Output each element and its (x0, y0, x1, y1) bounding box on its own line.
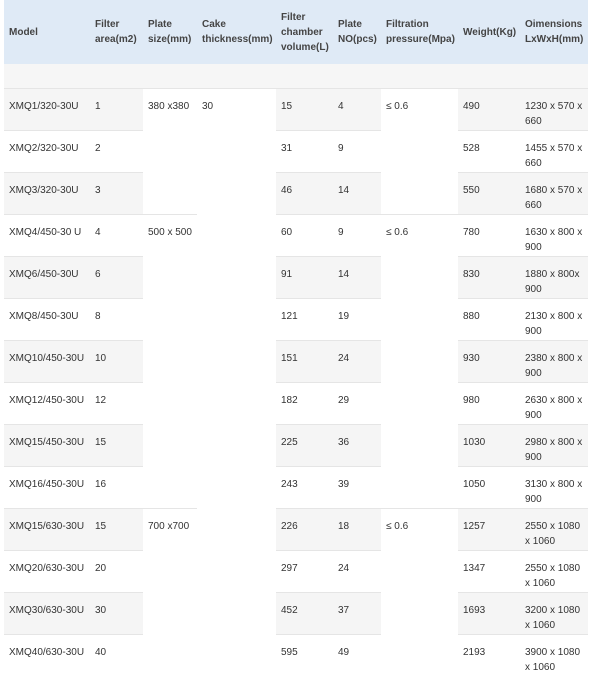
weight-cell: 490 (458, 89, 520, 131)
chamber-volume-cell: 225 (276, 425, 333, 467)
specifications-table (4, 0, 588, 676)
model-cell: XMQ40/630-30U (4, 635, 90, 677)
filter-area-cell: 30 (90, 593, 143, 635)
plate-size-cell: 380 x380 (143, 89, 197, 215)
filtration-pressure-cell: ≤ 0.6 (381, 509, 458, 677)
dimensions-cell: 2130 x 800 x 900 (520, 299, 588, 341)
plate-count-cell: 9 (333, 131, 381, 173)
header-chamber-volume: Filter chamber volume(L) (276, 0, 333, 64)
filter-area-cell: 20 (90, 551, 143, 593)
plate-count-cell: 14 (333, 173, 381, 215)
filter-area-cell: 12 (90, 383, 143, 425)
filter-area-cell: 6 (90, 257, 143, 299)
table-row (4, 215, 588, 257)
table-row (4, 131, 588, 173)
dimensions-cell: 1630 x 800 x 900 (520, 215, 588, 257)
plate-count-cell: 4 (333, 89, 381, 131)
filter-area-cell: 2 (90, 131, 143, 173)
filter-area-cell: 4 (90, 215, 143, 257)
model-cell: XMQ2/320-30U (4, 131, 90, 173)
model-cell: XMQ30/630-30U (4, 593, 90, 635)
header-plate-size: Plate size(mm) (143, 0, 197, 64)
chamber-volume-cell: 15 (276, 89, 333, 131)
dimensions-cell: 1680 x 570 x 660 (520, 173, 588, 215)
chamber-volume-cell: 452 (276, 593, 333, 635)
filtration-pressure-cell: ≤ 0.6 (381, 215, 458, 509)
plate-size-cell: 700 x700 (143, 509, 197, 677)
weight-cell: 980 (458, 383, 520, 425)
plate-count-cell: 9 (333, 215, 381, 257)
dimensions-cell: 2630 x 800 x 900 (520, 383, 588, 425)
cake-thickness-cell: 30 (197, 89, 276, 677)
table-row (4, 299, 588, 341)
model-cell: XMQ12/450-30U (4, 383, 90, 425)
filter-area-cell: 8 (90, 299, 143, 341)
model-cell: XMQ15/450-30U (4, 425, 90, 467)
weight-cell: 528 (458, 131, 520, 173)
chamber-volume-cell: 60 (276, 215, 333, 257)
table-row (4, 257, 588, 299)
weight-cell: 1030 (458, 425, 520, 467)
header-model: Model (4, 0, 90, 64)
weight-cell: 930 (458, 341, 520, 383)
chamber-volume-cell: 595 (276, 635, 333, 677)
model-cell: XMQ6/450-30U (4, 257, 90, 299)
dimensions-cell: 3200 x 1080 x 1060 (520, 593, 588, 635)
chamber-volume-cell: 121 (276, 299, 333, 341)
model-cell: XMQ16/450-30U (4, 467, 90, 509)
dimensions-cell: 3900 x 1080 x 1060 (520, 635, 588, 677)
model-cell: XMQ1/320-30U (4, 89, 90, 131)
dimensions-cell: 2380 x 800 x 900 (520, 341, 588, 383)
chamber-volume-cell: 226 (276, 509, 333, 551)
spacer-row (4, 64, 588, 89)
table-row (4, 341, 588, 383)
weight-cell: 880 (458, 299, 520, 341)
chamber-volume-cell: 297 (276, 551, 333, 593)
weight-cell: 550 (458, 173, 520, 215)
plate-size-cell: 500 x 500 (143, 215, 197, 509)
header-plate-count: Plate NO(pcs) (333, 0, 381, 64)
plate-count-cell: 39 (333, 467, 381, 509)
dimensions-cell: 1230 x 570 x 660 (520, 89, 588, 131)
header-row (4, 0, 588, 64)
table-row (4, 89, 588, 131)
table-row (4, 551, 588, 593)
filter-area-cell: 1 (90, 89, 143, 131)
model-cell: XMQ8/450-30U (4, 299, 90, 341)
model-cell: XMQ20/630-30U (4, 551, 90, 593)
chamber-volume-cell: 46 (276, 173, 333, 215)
plate-count-cell: 49 (333, 635, 381, 677)
dimensions-cell: 2980 x 800 x 900 (520, 425, 588, 467)
plate-count-cell: 18 (333, 509, 381, 551)
weight-cell: 1347 (458, 551, 520, 593)
chamber-volume-cell: 31 (276, 131, 333, 173)
header-dimensions: Oimensions LxWxH(mm) (520, 0, 588, 64)
filter-area-cell: 10 (90, 341, 143, 383)
plate-count-cell: 14 (333, 257, 381, 299)
filter-area-cell: 15 (90, 509, 143, 551)
chamber-volume-cell: 182 (276, 383, 333, 425)
weight-cell: 1050 (458, 467, 520, 509)
plate-count-cell: 19 (333, 299, 381, 341)
filter-area-cell: 15 (90, 425, 143, 467)
table-row (4, 425, 588, 467)
weight-cell: 1693 (458, 593, 520, 635)
filter-area-cell: 40 (90, 635, 143, 677)
header-weight: Weight(Kg) (458, 0, 520, 64)
weight-cell: 830 (458, 257, 520, 299)
weight-cell: 2193 (458, 635, 520, 677)
chamber-volume-cell: 243 (276, 467, 333, 509)
dimensions-cell: 2550 x 1080 x 1060 (520, 551, 588, 593)
table-row (4, 509, 588, 551)
model-cell: XMQ4/450-30 U (4, 215, 90, 257)
dimensions-cell: 3130 x 800 x 900 (520, 467, 588, 509)
plate-count-cell: 24 (333, 341, 381, 383)
chamber-volume-cell: 151 (276, 341, 333, 383)
table-row (4, 593, 588, 635)
model-cell: XMQ3/320-30U (4, 173, 90, 215)
header-filter-area: Filter area(m2) (90, 0, 143, 64)
table-row (4, 173, 588, 215)
dimensions-cell: 1880 x 800x 900 (520, 257, 588, 299)
plate-count-cell: 24 (333, 551, 381, 593)
filter-area-cell: 3 (90, 173, 143, 215)
filtration-pressure-cell: ≤ 0.6 (381, 89, 458, 215)
weight-cell: 780 (458, 215, 520, 257)
table-row (4, 383, 588, 425)
weight-cell: 1257 (458, 509, 520, 551)
plate-count-cell: 29 (333, 383, 381, 425)
chamber-volume-cell: 91 (276, 257, 333, 299)
table-row (4, 635, 588, 677)
dimensions-cell: 1455 x 570 x 660 (520, 131, 588, 173)
header-filtration-pressure: Filtration pressure(Mpa) (381, 0, 458, 64)
plate-count-cell: 37 (333, 593, 381, 635)
table-row (4, 467, 588, 509)
model-cell: XMQ15/630-30U (4, 509, 90, 551)
header-cake-thickness: Cake thickness(mm) (197, 0, 276, 64)
model-cell: XMQ10/450-30U (4, 341, 90, 383)
dimensions-cell: 2550 x 1080 x 1060 (520, 509, 588, 551)
filter-area-cell: 16 (90, 467, 143, 509)
plate-count-cell: 36 (333, 425, 381, 467)
